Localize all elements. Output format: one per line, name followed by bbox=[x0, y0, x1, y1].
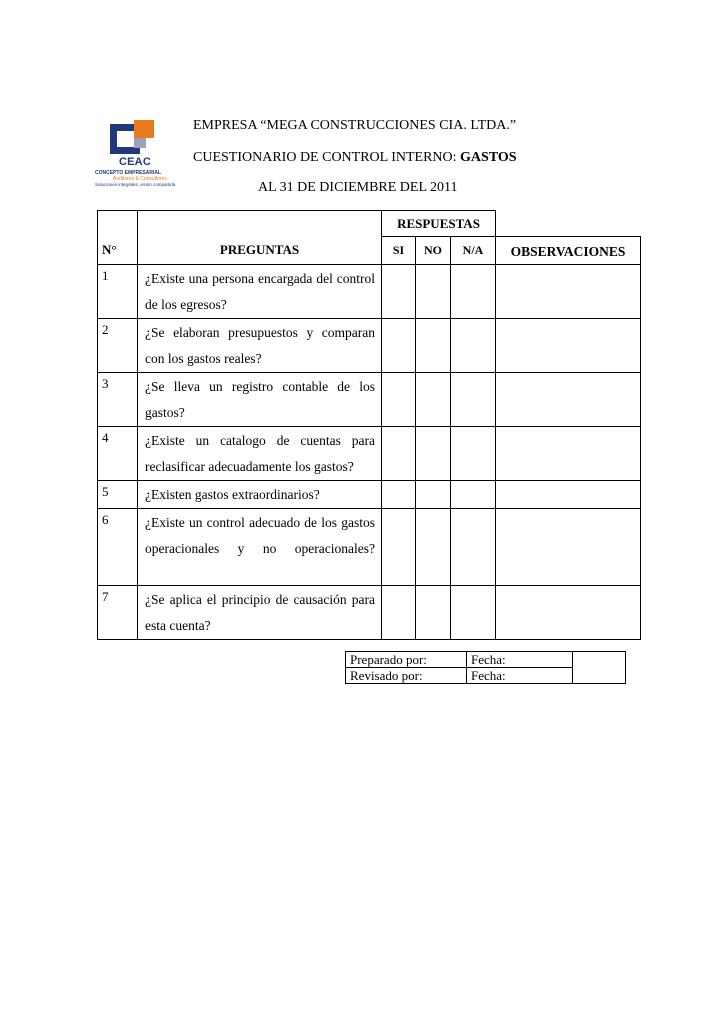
observations-cell[interactable] bbox=[496, 586, 641, 640]
na-cell[interactable] bbox=[451, 427, 496, 481]
header-blank-obs bbox=[496, 211, 641, 237]
si-cell[interactable] bbox=[382, 265, 416, 319]
na-header: N/A bbox=[451, 237, 496, 265]
question-text: ¿Existe una persona encargada del control de los egresos? bbox=[138, 265, 382, 319]
ceac-logo-icon bbox=[110, 120, 156, 160]
table-row bbox=[98, 265, 641, 319]
table-header-row-2 bbox=[98, 237, 641, 265]
row-number: 6 bbox=[98, 509, 138, 586]
si-cell[interactable] bbox=[382, 481, 416, 509]
prepared-by-label: Preparado por: bbox=[346, 652, 467, 668]
no-cell[interactable] bbox=[416, 373, 451, 427]
date-line: AL 31 DE DICIEMBRE DEL 2011 bbox=[258, 180, 458, 195]
logo-tagline-1: CONCEPTO EMPRESARIAL bbox=[95, 170, 162, 176]
signoff-initials-cell[interactable] bbox=[573, 652, 626, 684]
number-header: N° bbox=[98, 237, 138, 265]
observations-cell[interactable] bbox=[496, 481, 641, 509]
company-logo bbox=[93, 120, 188, 188]
observations-cell[interactable] bbox=[496, 427, 641, 481]
na-cell[interactable] bbox=[451, 265, 496, 319]
row-number: 3 bbox=[98, 373, 138, 427]
questionnaire-topic: GASTOS bbox=[460, 150, 517, 165]
logo-tagline-2: Auditores & Consultores bbox=[113, 176, 167, 182]
reviewed-date-label: Fecha: bbox=[467, 668, 573, 684]
reviewed-by-label: Revisado por: bbox=[346, 668, 467, 684]
si-header: SI bbox=[382, 237, 416, 265]
row-number: 5 bbox=[98, 481, 138, 509]
observations-cell[interactable] bbox=[496, 509, 641, 586]
question-text: ¿Se aplica el principio de causación para esta cuenta? bbox=[138, 586, 382, 640]
si-cell[interactable] bbox=[382, 586, 416, 640]
si-cell[interactable] bbox=[382, 427, 416, 481]
row-number: 1 bbox=[98, 265, 138, 319]
responses-header: RESPUESTAS bbox=[382, 211, 496, 237]
na-cell[interactable] bbox=[451, 373, 496, 427]
observations-cell[interactable] bbox=[496, 319, 641, 373]
table-row bbox=[98, 427, 641, 481]
si-cell[interactable] bbox=[382, 509, 416, 586]
questions-header: PREGUNTAS bbox=[138, 237, 382, 265]
questionnaire-title bbox=[193, 150, 517, 166]
no-cell[interactable] bbox=[416, 319, 451, 373]
questionnaire-table bbox=[97, 210, 641, 640]
table-row bbox=[98, 373, 641, 427]
company-title: EMPRESA “MEGA CONSTRUCCIONES CIA. LTDA.” bbox=[193, 118, 517, 133]
question-text: ¿Existe un control adecuado de los gastos operacionales y no operacionales? bbox=[138, 509, 382, 586]
signoff-row-prepared bbox=[346, 652, 626, 668]
header-blank-questions bbox=[138, 211, 382, 237]
na-cell[interactable] bbox=[451, 481, 496, 509]
logo-tagline-3: Soluciones integrales, visión compartida bbox=[95, 182, 176, 187]
prepared-date-label: Fecha: bbox=[467, 652, 573, 668]
table-header-row-1 bbox=[98, 211, 641, 237]
no-header: NO bbox=[416, 237, 451, 265]
observations-header: OBSERVACIONES bbox=[496, 237, 641, 265]
si-cell[interactable] bbox=[382, 373, 416, 427]
row-number: 2 bbox=[98, 319, 138, 373]
row-number: 4 bbox=[98, 427, 138, 481]
no-cell[interactable] bbox=[416, 265, 451, 319]
question-text: ¿Se lleva un registro contable de los gastos? bbox=[138, 373, 382, 427]
table-row bbox=[98, 319, 641, 373]
logo-brand-text: CEAC bbox=[119, 156, 151, 168]
question-text: ¿Se elaboran presupuestos y comparan con los gastos reales? bbox=[138, 319, 382, 373]
table-row bbox=[98, 509, 641, 586]
no-cell[interactable] bbox=[416, 481, 451, 509]
question-text: ¿Existen gastos extraordinarios? bbox=[138, 481, 382, 509]
si-cell[interactable] bbox=[382, 319, 416, 373]
no-cell[interactable] bbox=[416, 509, 451, 586]
na-cell[interactable] bbox=[451, 509, 496, 586]
na-cell[interactable] bbox=[451, 586, 496, 640]
observations-cell[interactable] bbox=[496, 265, 641, 319]
no-cell[interactable] bbox=[416, 427, 451, 481]
no-cell[interactable] bbox=[416, 586, 451, 640]
observations-cell[interactable] bbox=[496, 373, 641, 427]
row-number: 7 bbox=[98, 586, 138, 640]
table-row bbox=[98, 481, 641, 509]
question-text: ¿Existe un catalogo de cuentas para reclasificar adecuadamente los gastos? bbox=[138, 427, 382, 481]
table-row bbox=[98, 586, 641, 640]
questionnaire-prefix: CUESTIONARIO DE CONTROL INTERNO: bbox=[193, 150, 461, 165]
signoff-table bbox=[345, 651, 626, 684]
na-cell[interactable] bbox=[451, 319, 496, 373]
header-blank-no bbox=[98, 211, 138, 237]
